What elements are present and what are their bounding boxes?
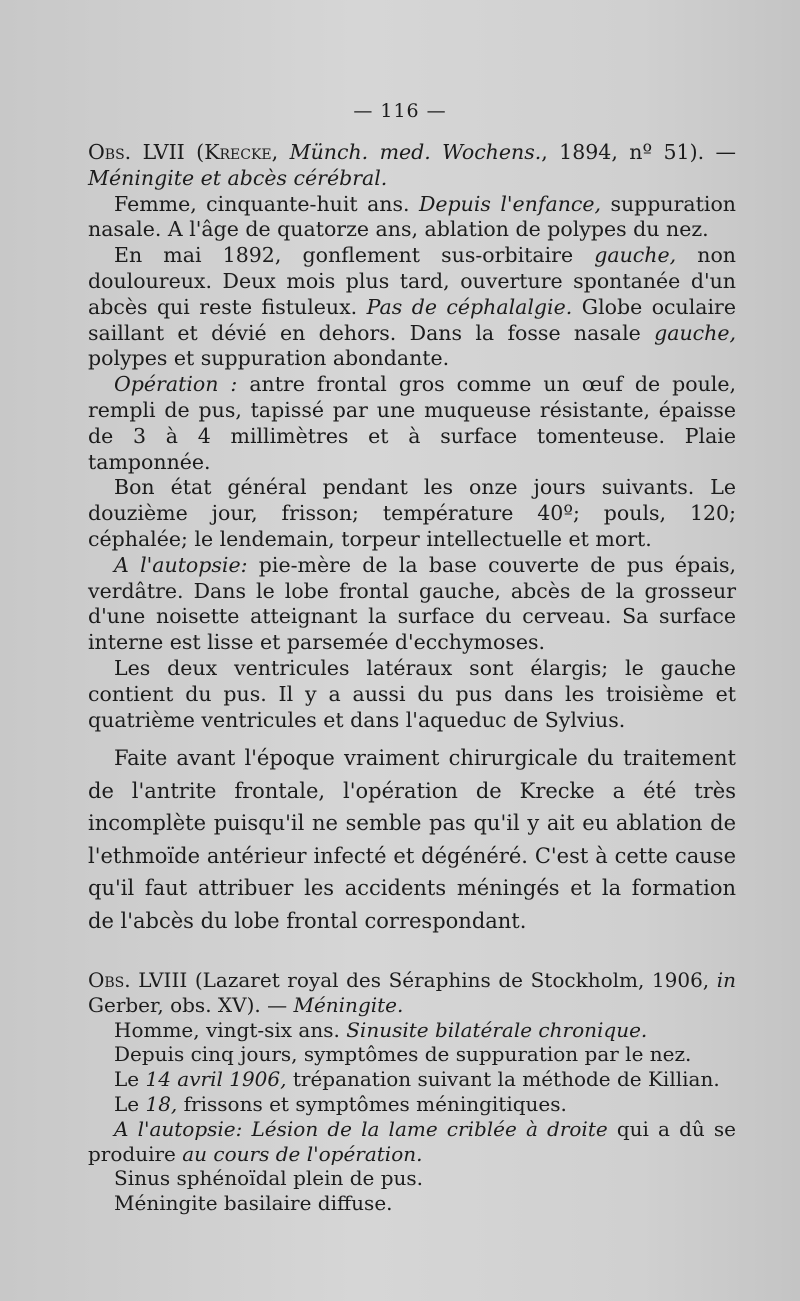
obs57-author: Krecke — [204, 140, 272, 164]
obs57-paragraph-6: Les deux ventricules latéraux sont élargis; le gauche contient du pus. Il y a aussi du pus dans les troisième et quatrième ventricules et dans l'aqueduc de Sylvius. — [88, 655, 736, 732]
obs57-paragraph-2: En mai 1892, gonflement sus-orbitaire gauche, non douloureux. Deux mois plus tard, ouverture spontanée d'un abcès qui reste fistuleux. Pas de céphalalgie. Globe oculaire saillant et dévié en dehors. Dans la fosse nasale gauche, polypes et suppuration abondante. — [88, 243, 737, 371]
obs57-header: Obs. LVII (Krecke, Münch. med. Wochens., 1894, nº 51). — Méningite et abcès cérébral. — [88, 140, 737, 190]
obs57-title: Méningite et abcès cérébral. — [88, 165, 388, 190]
obs57-paragraph-3: Opération : antre frontal gros comme un œuf de poule, rempli de pus, tapissé par une muqueuse résistante, épaisse de 3 à 4 millimètres et à surface tomenteuse. Plaie tamponnée. — [88, 372, 736, 474]
obs58-paragraph-1: Homme, vingt-six ans. Sinusite bilatérale chronique. — [114, 1017, 648, 1042]
obs57-label: Obs. LVII — [88, 140, 185, 164]
obs57-paragraph-5: A l'autopsie: pie-mère de la base couverte de pus épais, verdâtre. Dans le lobe frontal gauche, abcès de la grosseur d'une noisette atteignant la surface du cerveau. Sa surface interne est lisse et parsemée d'ecchymoses. — [88, 552, 736, 655]
obs58-paragraph-3: Le 14 avril 1906, trépanation suivant la méthode de Killian. — [114, 1067, 720, 1092]
obs58-paragraph-5: A l'autopsie: Lésion de la lame criblée à droite qui a dû se produire au cours de l'opération. — [88, 1116, 737, 1166]
obs58-paragraph-4: Le 18, frissons et symptômes méningitiques. — [114, 1091, 567, 1116]
observation-57 — [88, 140, 736, 733]
obs57-paragraph-1: Femme, cinquante-huit ans. Depuis l'enfance, suppuration nasale. A l'âge de quatorze ans, ablation de polypes du nez. — [88, 191, 736, 242]
page-number: — 116 — — [353, 100, 447, 122]
observation-58 — [88, 968, 736, 1216]
obs57-citation: , 1894, nº 51). — [541, 140, 705, 164]
commentary-paragraph: Faite avant l'époque vraiment chirurgicale du traitement de l'antrite frontale, l'opération de Krecke a été très incomplète puisqu'il ne semble pas qu'il y ait eu ablation de l'ethmoïde antérieur infecté et dégénéré. C'est à cette cause qu'il faut attribuer les accidents méningés et la formation de l'abcès du lobe frontal correspondant. — [88, 746, 736, 933]
obs58-title: Méningite. — [293, 992, 404, 1017]
obs58-header: Obs. LVIII (Lazaret royal des Séraphins de Stockholm, 1906, in Gerber, obs. XV). — Méningite. — [88, 968, 737, 1017]
obs58-label: Obs. LVIII — [88, 968, 188, 992]
obs58-paragraph-6: Sinus sphénoïdal plein de pus. — [114, 1166, 424, 1191]
obs57-journal: Münch. med. Wochens. — [289, 140, 542, 164]
obs57-paragraph-4: Bon état général pendant les onze jours suivants. Le douzième jour, frisson; température 40º; pouls, 120; céphalée; le lendemain, torpeur intellectuelle et mort. — [88, 475, 736, 551]
commentary — [88, 742, 736, 937]
obs58-paragraph-7: Méningite basilaire diffuse. — [114, 1191, 393, 1216]
obs58-paragraph-2: Depuis cinq jours, symptômes de suppuration par le nez. — [114, 1042, 692, 1067]
